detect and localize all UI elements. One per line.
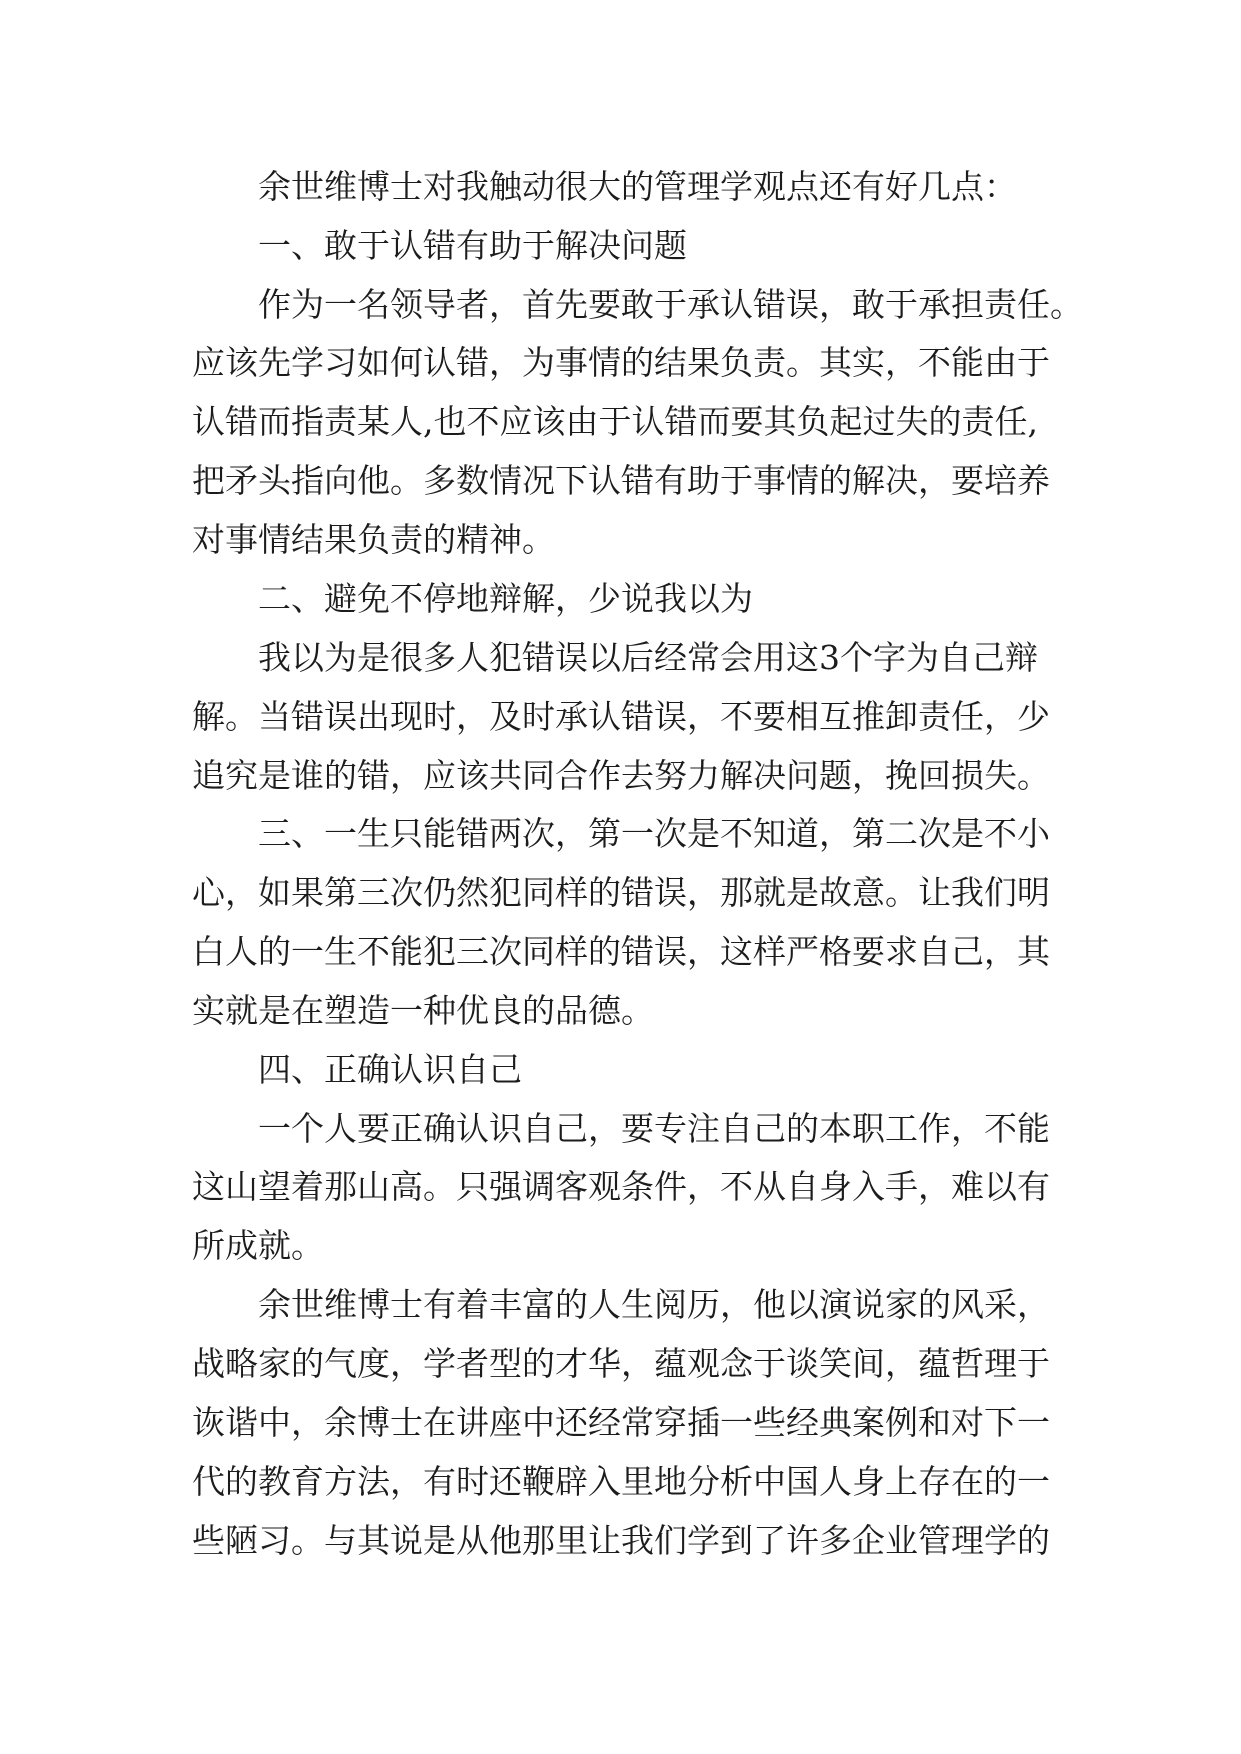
section-heading: 四、正确认识自己: [258, 1050, 522, 1089]
text-line: 代的教育方法，有时还鞭辟入里地分析中国人身上存在的一: [192, 1462, 1050, 1501]
text-line: 诙谐中，余博士在讲座中还经常穿插一些经典案例和对下一: [192, 1403, 1050, 1442]
text-line: 把矛头指向他。多数情况下认错有助于事情的解决，要培养: [192, 461, 1050, 500]
text-line: 一个人要正确认识自己，要专注自己的本职工作，不能: [258, 1109, 1050, 1148]
text-line: 应该先学习如何认错，为事情的结果负责。其实，不能由于: [192, 343, 1050, 382]
text-line: 实就是在塑造一种优良的品德。: [192, 991, 654, 1030]
text-line: 作为一名领导者，首先要敢于承认错误，敢于承担责任。: [258, 285, 1083, 324]
text-line: 心，如果第三次仍然犯同样的错误，那就是故意。让我们明: [192, 873, 1050, 912]
text-line: 余世维博士对我触动很大的管理学观点还有好几点：: [258, 167, 1017, 206]
text-line: 认错而指责某人,也不应该由于认错而要其负起过失的责任,: [192, 402, 1038, 441]
text-line: 白人的一生不能犯三次同样的错误，这样严格要求自己，其: [192, 932, 1050, 971]
text-line: 些陋习。与其说是从他那里让我们学到了许多企业管理学的: [192, 1521, 1050, 1560]
text-line: 所成就。: [192, 1226, 324, 1265]
text-line: 这山望着那山高。只强调客观条件，不从自身入手，难以有: [192, 1167, 1050, 1206]
text-line: 战略家的气度，学者型的才华，蕴观念于谈笑间，蕴哲理于: [192, 1344, 1050, 1383]
text-line: 我以为是很多人犯错误以后经常会用这3个字为自己辩: [258, 638, 1038, 677]
text-line: 对事情结果负责的精神。: [192, 520, 555, 559]
text-line: 解。当错误出现时，及时承认错误，不要相互推卸责任，少: [192, 697, 1050, 736]
text-line: 余世维博士有着丰富的人生阅历，他以演说家的风采，: [258, 1285, 1050, 1324]
section-heading: 一、敢于认错有助于解决问题: [258, 226, 687, 265]
text-line: 追究是谁的错，应该共同合作去努力解决问题，挽回损失。: [192, 756, 1050, 795]
section-heading: 三、一生只能错两次，第一次是不知道，第二次是不小: [258, 814, 1050, 853]
section-heading: 二、避免不停地辩解，少说我以为: [258, 579, 753, 618]
